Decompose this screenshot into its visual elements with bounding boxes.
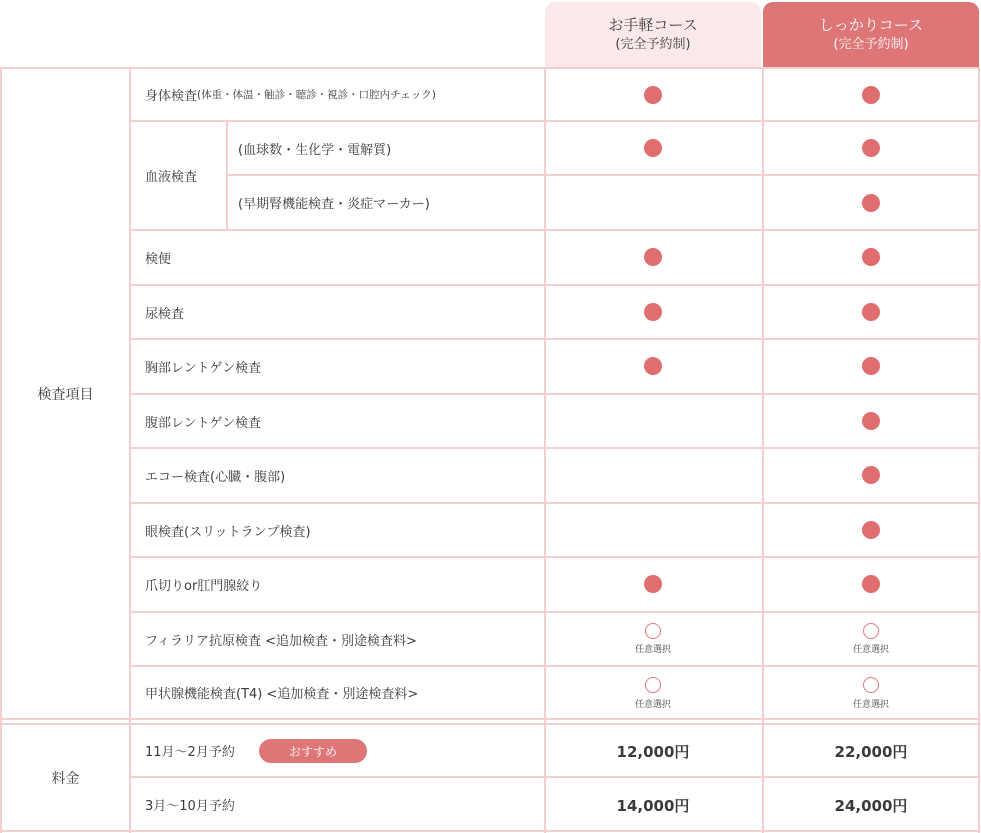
included-dot (862, 466, 880, 484)
course-title-light: お手軽コース (608, 16, 698, 34)
fee-label-winter: 11月〜2月予約 (145, 745, 235, 760)
price-light-winter: 12,000円 (616, 743, 690, 761)
included-dot (862, 521, 880, 539)
included-dot (644, 357, 662, 375)
included-dot (862, 575, 880, 593)
optional-label: 任意選択 (852, 645, 889, 655)
included-dot (644, 575, 662, 593)
row-label-physical-main: 身体検査 (145, 89, 198, 104)
row-label-thyroid: 甲状腺機能検査(T4) <追加検査・別途検査料> (145, 687, 419, 702)
row-label-blood: 血液検査 (145, 170, 198, 185)
row-label-eye: 眼検査(スリットランプ検査) (145, 524, 311, 540)
row-label-urine: 尿検査 (145, 306, 185, 322)
included-dot (644, 139, 662, 157)
recommend-badge: おすすめ (259, 739, 367, 763)
row-label-physical (145, 69, 436, 120)
optional-label: 任意選択 (634, 700, 671, 710)
row-label-blood-2: (早期腎機能検査・炎症マーカー) (238, 197, 430, 212)
included-dot (862, 86, 880, 104)
included-dot (862, 139, 880, 157)
section-label-exam: 検査項目 (37, 386, 94, 403)
row-label-filaria: フィラリア抗原検査 <追加検査・別途検査料> (145, 633, 417, 649)
course-header-light (545, 2, 761, 68)
price-light-summer: 14,000円 (616, 797, 690, 815)
optional-circle-icon (863, 677, 879, 693)
optional-circle-icon (645, 677, 661, 693)
included-dot (862, 248, 880, 266)
row-label-physical-sub: (体重・体温・触診・聴診・視診・口腔内チェック) (197, 89, 436, 101)
row-label-echo: エコー検査(心臓・腹部) (145, 470, 286, 485)
course-title-dark: しっかりコース (818, 16, 924, 34)
price-dark-summer: 24,000円 (834, 797, 908, 815)
row-label-chest: 胸部レントゲン検査 (145, 361, 262, 376)
optional-circle-icon (645, 623, 661, 639)
included-dot (644, 248, 662, 266)
included-dot (644, 303, 662, 321)
row-label-nail: 爪切りor肛門腺絞り (145, 579, 263, 594)
included-dot (862, 357, 880, 375)
price-dark-winter: 22,000円 (834, 743, 908, 761)
optional-label: 任意選択 (852, 700, 889, 710)
optional-label: 任意選択 (634, 645, 671, 655)
course-subtitle-dark: (完全予約制) (833, 37, 909, 52)
included-dot (862, 412, 880, 430)
included-dot (862, 303, 880, 321)
included-dot (862, 194, 880, 212)
row-label-abdomen: 腹部レントゲン検査 (145, 415, 262, 431)
row-label-blood-1: (血球数・生化学・電解質) (238, 142, 392, 158)
section-label-fee: 料金 (51, 770, 80, 787)
row-label-stool: 検便 (145, 252, 172, 267)
course-subtitle-light: (完全予約制) (615, 37, 691, 52)
included-dot (644, 86, 662, 104)
fee-label-summer: 3月〜10月予約 (145, 798, 235, 814)
course-header-dark (763, 2, 979, 68)
optional-circle-icon (863, 623, 879, 639)
